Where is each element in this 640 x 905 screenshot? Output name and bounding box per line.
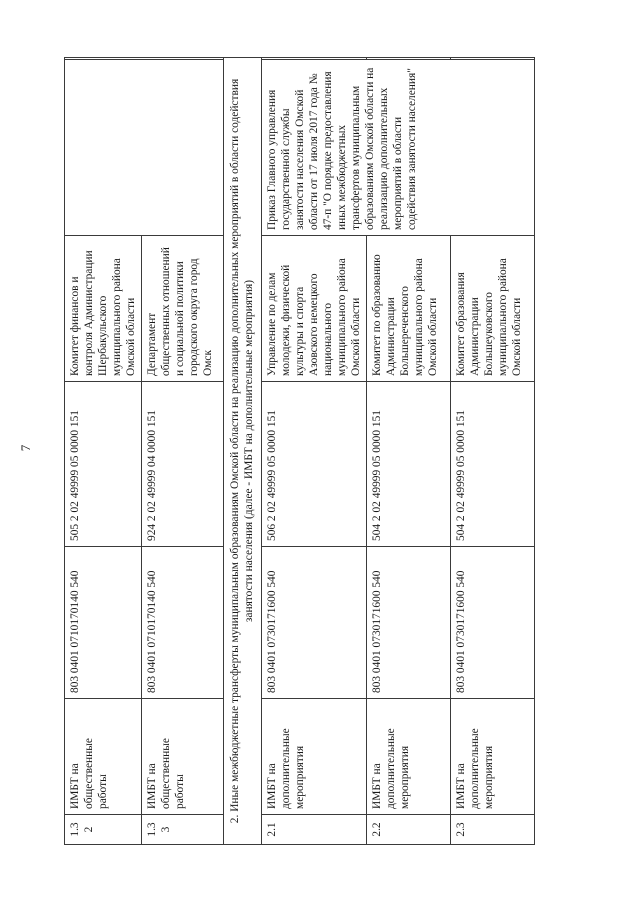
narrow-column (65, 58, 224, 60)
section-header-row (224, 58, 262, 845)
expense-code: 803 0401 0730171600 540 (367, 547, 451, 699)
income-code: 505 2 02 49999 05 0000 151 (65, 382, 142, 547)
income-code: 504 2 02 49999 05 0000 151 (451, 382, 535, 547)
expense-code: 803 0401 0730171600 540 (262, 547, 367, 699)
expense-code: 803 0401 0730171600 540 (451, 547, 535, 699)
row-number: 1.33 (142, 815, 224, 845)
transfer-name: ИМБТ на дополнительные мероприятия (367, 699, 451, 815)
narrow-column (451, 58, 535, 60)
row-number: 2.2 (367, 815, 451, 845)
income-code: 504 2 02 49999 05 0000 151 (367, 382, 451, 547)
income-code: 924 2 02 49999 04 0000 151 (142, 382, 224, 547)
section-title: 2. Иные межбюджетные трансферты муниципальным образованиям Омской области на реализацию дополнительных мероприятий в области содействия занятости населения (далее - ИМБТ на дополнительные мероприятия) (224, 58, 262, 845)
transfer-name: ИМБТ на дополнительные мероприятия (262, 699, 367, 815)
narrow-column (367, 58, 451, 60)
recipient-org: Департамент общественных отношений и социальной политики городского округа город Омск (142, 236, 224, 382)
transfer-name: ИМБТ на дополнительные мероприятия (451, 699, 535, 815)
legal-basis: Приказ Главного управления государственной службы занятости населения Омской области от 17 июля 2017 года № 47-п "О порядке предоставления иных межбюджетных трансфертов муниципальным образованиям Омской области на реализацию дополнительных мероприятий в области содействия занятости населения" (262, 60, 535, 236)
income-code: 506 2 02 49999 05 0000 151 (262, 382, 367, 547)
transfers-table (64, 57, 535, 845)
row-number: 2.3 (451, 815, 535, 845)
row-number: 2.1 (262, 815, 367, 845)
page-number: 7 (18, 444, 33, 452)
expense-code: 803 0401 0710170140 540 (142, 547, 224, 699)
recipient-org: Комитет образования Администрации Большеуковского муниципального района Омской области (451, 236, 535, 382)
expense-code: 803 0401 0710170140 540 (65, 547, 142, 699)
table-row (262, 58, 367, 845)
row-number: 1.32 (65, 815, 142, 845)
transfer-name: ИМБТ на общественные работы (142, 699, 224, 815)
legal-basis (65, 60, 224, 236)
transfer-name: ИМБТ на общественные работы (65, 699, 142, 815)
narrow-column (262, 58, 367, 60)
table-row (65, 58, 142, 845)
recipient-org: Комитет по образованию Администрации Большереченского муниципального района Омской области (367, 236, 451, 382)
rotated-page (64, 58, 544, 845)
recipient-org: Управление по делам молодежи, физической культуры и спорта Азовского немецкого национального муниципального района Омской области (262, 236, 367, 382)
recipient-org: Комитет финансов и контроля Администрации Шербакульского муниципального района Омской области (65, 236, 142, 382)
